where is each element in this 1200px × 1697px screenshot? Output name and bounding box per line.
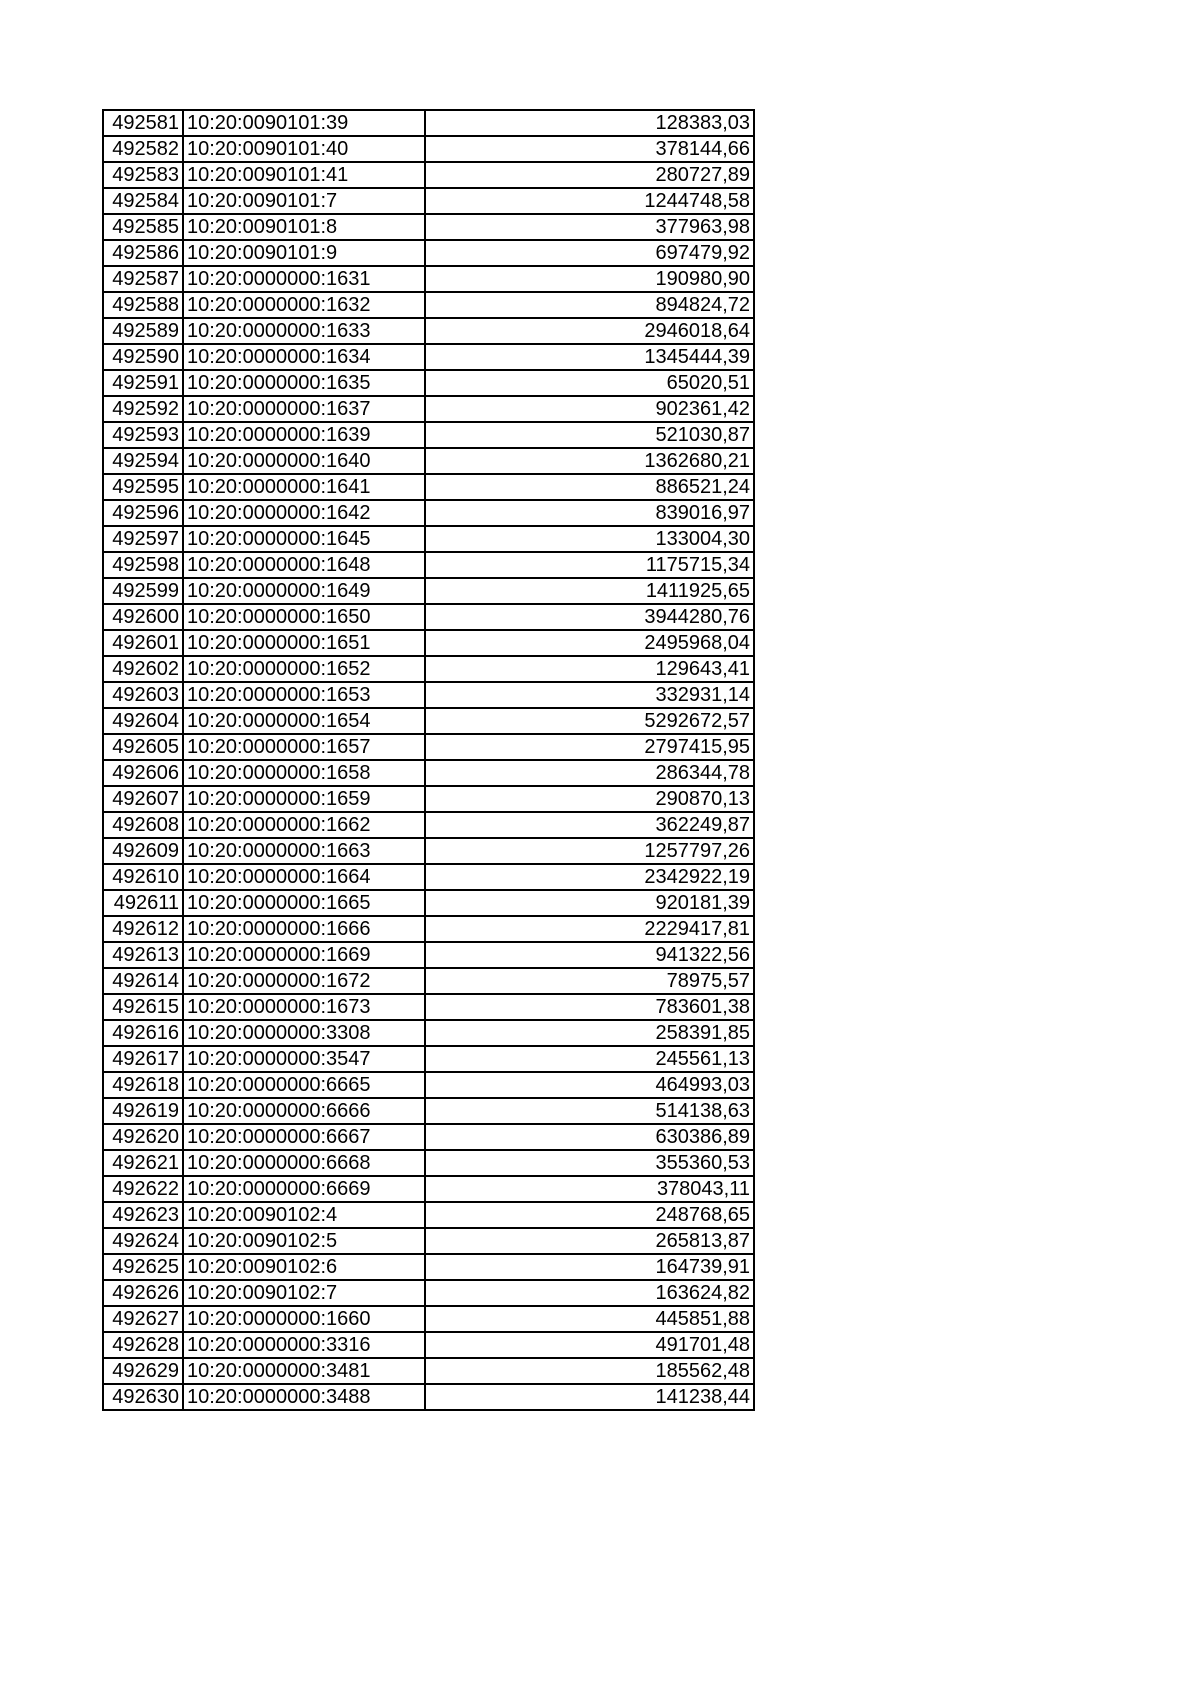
row-id-cell: 492603 xyxy=(103,682,183,708)
row-id-cell: 492606 xyxy=(103,760,183,786)
cadastral-number-cell: 10:20:0000000:1672 xyxy=(183,968,425,994)
cadastral-number-cell: 10:20:0000000:1632 xyxy=(183,292,425,318)
value-cell: 1362680,21 xyxy=(425,448,754,474)
table-row xyxy=(103,1306,754,1332)
cadastral-number-cell: 10:20:0090102:7 xyxy=(183,1280,425,1306)
row-id-cell: 492589 xyxy=(103,318,183,344)
row-id-cell: 492583 xyxy=(103,162,183,188)
table-row xyxy=(103,1332,754,1358)
table-row xyxy=(103,630,754,656)
cadastral-number-cell: 10:20:0000000:1664 xyxy=(183,864,425,890)
value-cell: 5292672,57 xyxy=(425,708,754,734)
table-row xyxy=(103,188,754,214)
row-id-cell: 492607 xyxy=(103,786,183,812)
value-cell: 248768,65 xyxy=(425,1202,754,1228)
table-row xyxy=(103,214,754,240)
table-row xyxy=(103,552,754,578)
value-cell: 258391,85 xyxy=(425,1020,754,1046)
value-cell: 839016,97 xyxy=(425,500,754,526)
row-id-cell: 492630 xyxy=(103,1384,183,1410)
value-cell: 378043,11 xyxy=(425,1176,754,1202)
value-cell: 332931,14 xyxy=(425,682,754,708)
cadastral-number-cell: 10:20:0000000:1658 xyxy=(183,760,425,786)
row-id-cell: 492597 xyxy=(103,526,183,552)
value-cell: 141238,44 xyxy=(425,1384,754,1410)
value-cell: 2229417,81 xyxy=(425,916,754,942)
value-cell: 128383,03 xyxy=(425,110,754,136)
table-body xyxy=(103,110,754,1410)
value-cell: 290870,13 xyxy=(425,786,754,812)
cadastral-number-cell: 10:20:0000000:1637 xyxy=(183,396,425,422)
table-row xyxy=(103,136,754,162)
cadastral-number-cell: 10:20:0000000:6666 xyxy=(183,1098,425,1124)
cadastral-number-cell: 10:20:0000000:1640 xyxy=(183,448,425,474)
value-cell: 362249,87 xyxy=(425,812,754,838)
value-cell: 783601,38 xyxy=(425,994,754,1020)
row-id-cell: 492611 xyxy=(103,890,183,916)
value-cell: 491701,48 xyxy=(425,1332,754,1358)
cadastral-number-cell: 10:20:0000000:3481 xyxy=(183,1358,425,1384)
cadastral-number-cell: 10:20:0000000:3316 xyxy=(183,1332,425,1358)
value-cell: 1257797,26 xyxy=(425,838,754,864)
value-cell: 521030,87 xyxy=(425,422,754,448)
value-cell: 185562,48 xyxy=(425,1358,754,1384)
row-id-cell: 492605 xyxy=(103,734,183,760)
table-row xyxy=(103,1046,754,1072)
table-row xyxy=(103,474,754,500)
value-cell: 2495968,04 xyxy=(425,630,754,656)
value-cell: 2946018,64 xyxy=(425,318,754,344)
value-cell: 245561,13 xyxy=(425,1046,754,1072)
value-cell: 941322,56 xyxy=(425,942,754,968)
value-cell: 377963,98 xyxy=(425,214,754,240)
row-id-cell: 492614 xyxy=(103,968,183,994)
row-id-cell: 492596 xyxy=(103,500,183,526)
table-row xyxy=(103,344,754,370)
table-row xyxy=(103,812,754,838)
table-row xyxy=(103,162,754,188)
value-cell: 265813,87 xyxy=(425,1228,754,1254)
value-cell: 163624,82 xyxy=(425,1280,754,1306)
table-row xyxy=(103,266,754,292)
value-cell: 378144,66 xyxy=(425,136,754,162)
value-cell: 286344,78 xyxy=(425,760,754,786)
table-row xyxy=(103,1358,754,1384)
table-row xyxy=(103,448,754,474)
table-row xyxy=(103,734,754,760)
row-id-cell: 492582 xyxy=(103,136,183,162)
cadastral-number-cell: 10:20:0000000:6668 xyxy=(183,1150,425,1176)
cadastral-number-cell: 10:20:0000000:1641 xyxy=(183,474,425,500)
table-row xyxy=(103,1280,754,1306)
row-id-cell: 492627 xyxy=(103,1306,183,1332)
cadastral-number-cell: 10:20:0000000:1634 xyxy=(183,344,425,370)
row-id-cell: 492624 xyxy=(103,1228,183,1254)
cadastral-number-cell: 10:20:0000000:1660 xyxy=(183,1306,425,1332)
value-cell: 2342922,19 xyxy=(425,864,754,890)
cadastral-number-cell: 10:20:0090101:9 xyxy=(183,240,425,266)
cadastral-number-cell: 10:20:0000000:1651 xyxy=(183,630,425,656)
row-id-cell: 492616 xyxy=(103,1020,183,1046)
value-cell: 1345444,39 xyxy=(425,344,754,370)
cadastral-number-cell: 10:20:0000000:1633 xyxy=(183,318,425,344)
table-row xyxy=(103,526,754,552)
row-id-cell: 492590 xyxy=(103,344,183,370)
row-id-cell: 492586 xyxy=(103,240,183,266)
row-id-cell: 492629 xyxy=(103,1358,183,1384)
table-row xyxy=(103,1072,754,1098)
cadastral-number-cell: 10:20:0090102:6 xyxy=(183,1254,425,1280)
value-cell: 3944280,76 xyxy=(425,604,754,630)
cadastral-number-cell: 10:20:0000000:3308 xyxy=(183,1020,425,1046)
cadastral-number-cell: 10:20:0090101:40 xyxy=(183,136,425,162)
cadastral-number-cell: 10:20:0000000:6669 xyxy=(183,1176,425,1202)
value-cell: 78975,57 xyxy=(425,968,754,994)
table-row xyxy=(103,1254,754,1280)
cadastral-number-cell: 10:20:0000000:1666 xyxy=(183,916,425,942)
table-row xyxy=(103,838,754,864)
table-row xyxy=(103,1020,754,1046)
row-id-cell: 492626 xyxy=(103,1280,183,1306)
row-id-cell: 492622 xyxy=(103,1176,183,1202)
row-id-cell: 492593 xyxy=(103,422,183,448)
row-id-cell: 492581 xyxy=(103,110,183,136)
cadastral-number-cell: 10:20:0000000:1669 xyxy=(183,942,425,968)
value-cell: 630386,89 xyxy=(425,1124,754,1150)
value-cell: 133004,30 xyxy=(425,526,754,552)
cadastral-number-cell: 10:20:0000000:1663 xyxy=(183,838,425,864)
table-row xyxy=(103,890,754,916)
value-cell: 894824,72 xyxy=(425,292,754,318)
value-cell: 355360,53 xyxy=(425,1150,754,1176)
row-id-cell: 492591 xyxy=(103,370,183,396)
row-id-cell: 492620 xyxy=(103,1124,183,1150)
row-id-cell: 492584 xyxy=(103,188,183,214)
table-row xyxy=(103,500,754,526)
table-row xyxy=(103,110,754,136)
cadastral-number-cell: 10:20:0000000:1652 xyxy=(183,656,425,682)
cadastral-number-cell: 10:20:0000000:1665 xyxy=(183,890,425,916)
table-row xyxy=(103,682,754,708)
cadastral-number-cell: 10:20:0000000:1648 xyxy=(183,552,425,578)
cadastral-number-cell: 10:20:0090102:4 xyxy=(183,1202,425,1228)
value-cell: 697479,92 xyxy=(425,240,754,266)
row-id-cell: 492600 xyxy=(103,604,183,630)
table-row xyxy=(103,942,754,968)
cadastral-number-cell: 10:20:0000000:1657 xyxy=(183,734,425,760)
cadastral-number-cell: 10:20:0000000:6667 xyxy=(183,1124,425,1150)
row-id-cell: 492585 xyxy=(103,214,183,240)
cadastral-number-cell: 10:20:0000000:1645 xyxy=(183,526,425,552)
cadastral-number-cell: 10:20:0000000:3547 xyxy=(183,1046,425,1072)
value-cell: 164739,91 xyxy=(425,1254,754,1280)
row-id-cell: 492625 xyxy=(103,1254,183,1280)
value-cell: 1411925,65 xyxy=(425,578,754,604)
row-id-cell: 492619 xyxy=(103,1098,183,1124)
row-id-cell: 492604 xyxy=(103,708,183,734)
cadastral-number-cell: 10:20:0090102:5 xyxy=(183,1228,425,1254)
cadastral-number-cell: 10:20:0000000:1654 xyxy=(183,708,425,734)
value-cell: 514138,63 xyxy=(425,1098,754,1124)
cadastral-number-cell: 10:20:0000000:1673 xyxy=(183,994,425,1020)
row-id-cell: 492628 xyxy=(103,1332,183,1358)
table-row xyxy=(103,994,754,1020)
cadastral-number-cell: 10:20:0000000:1649 xyxy=(183,578,425,604)
table-row xyxy=(103,708,754,734)
row-id-cell: 492595 xyxy=(103,474,183,500)
table-row xyxy=(103,1124,754,1150)
table-row xyxy=(103,1098,754,1124)
table-row xyxy=(103,240,754,266)
cadastral-value-table xyxy=(102,109,755,1411)
table-row xyxy=(103,1228,754,1254)
row-id-cell: 492609 xyxy=(103,838,183,864)
cadastral-number-cell: 10:20:0000000:1650 xyxy=(183,604,425,630)
row-id-cell: 492602 xyxy=(103,656,183,682)
cadastral-number-cell: 10:20:0090101:8 xyxy=(183,214,425,240)
value-cell: 886521,24 xyxy=(425,474,754,500)
table-row xyxy=(103,1176,754,1202)
value-cell: 190980,90 xyxy=(425,266,754,292)
table-row xyxy=(103,916,754,942)
table-row xyxy=(103,396,754,422)
table-row xyxy=(103,786,754,812)
value-cell: 902361,42 xyxy=(425,396,754,422)
row-id-cell: 492623 xyxy=(103,1202,183,1228)
row-id-cell: 492615 xyxy=(103,994,183,1020)
table-row xyxy=(103,370,754,396)
cadastral-number-cell: 10:20:0000000:1631 xyxy=(183,266,425,292)
cadastral-number-cell: 10:20:0090101:41 xyxy=(183,162,425,188)
table-row xyxy=(103,1384,754,1410)
row-id-cell: 492610 xyxy=(103,864,183,890)
table-row xyxy=(103,422,754,448)
row-id-cell: 492598 xyxy=(103,552,183,578)
table-row xyxy=(103,604,754,630)
cadastral-number-cell: 10:20:0090101:39 xyxy=(183,110,425,136)
value-cell: 129643,41 xyxy=(425,656,754,682)
cadastral-number-cell: 10:20:0000000:1639 xyxy=(183,422,425,448)
value-cell: 920181,39 xyxy=(425,890,754,916)
value-cell: 464993,03 xyxy=(425,1072,754,1098)
row-id-cell: 492601 xyxy=(103,630,183,656)
table-row xyxy=(103,578,754,604)
cadastral-number-cell: 10:20:0000000:1662 xyxy=(183,812,425,838)
value-cell: 1175715,34 xyxy=(425,552,754,578)
table-row xyxy=(103,292,754,318)
value-cell: 1244748,58 xyxy=(425,188,754,214)
cadastral-number-cell: 10:20:0000000:3488 xyxy=(183,1384,425,1410)
cadastral-number-cell: 10:20:0000000:1653 xyxy=(183,682,425,708)
row-id-cell: 492618 xyxy=(103,1072,183,1098)
row-id-cell: 492612 xyxy=(103,916,183,942)
table-row xyxy=(103,656,754,682)
row-id-cell: 492588 xyxy=(103,292,183,318)
cadastral-number-cell: 10:20:0000000:1635 xyxy=(183,370,425,396)
row-id-cell: 492608 xyxy=(103,812,183,838)
table-row xyxy=(103,760,754,786)
table-row xyxy=(103,1202,754,1228)
cadastral-number-cell: 10:20:0000000:6665 xyxy=(183,1072,425,1098)
row-id-cell: 492594 xyxy=(103,448,183,474)
table-row xyxy=(103,864,754,890)
row-id-cell: 492592 xyxy=(103,396,183,422)
cadastral-number-cell: 10:20:0000000:1659 xyxy=(183,786,425,812)
cadastral-number-cell: 10:20:0090101:7 xyxy=(183,188,425,214)
table-row xyxy=(103,968,754,994)
row-id-cell: 492599 xyxy=(103,578,183,604)
value-cell: 280727,89 xyxy=(425,162,754,188)
row-id-cell: 492587 xyxy=(103,266,183,292)
row-id-cell: 492613 xyxy=(103,942,183,968)
table-row xyxy=(103,1150,754,1176)
cadastral-number-cell: 10:20:0000000:1642 xyxy=(183,500,425,526)
table-row xyxy=(103,318,754,344)
value-cell: 445851,88 xyxy=(425,1306,754,1332)
row-id-cell: 492621 xyxy=(103,1150,183,1176)
row-id-cell: 492617 xyxy=(103,1046,183,1072)
value-cell: 65020,51 xyxy=(425,370,754,396)
value-cell: 2797415,95 xyxy=(425,734,754,760)
